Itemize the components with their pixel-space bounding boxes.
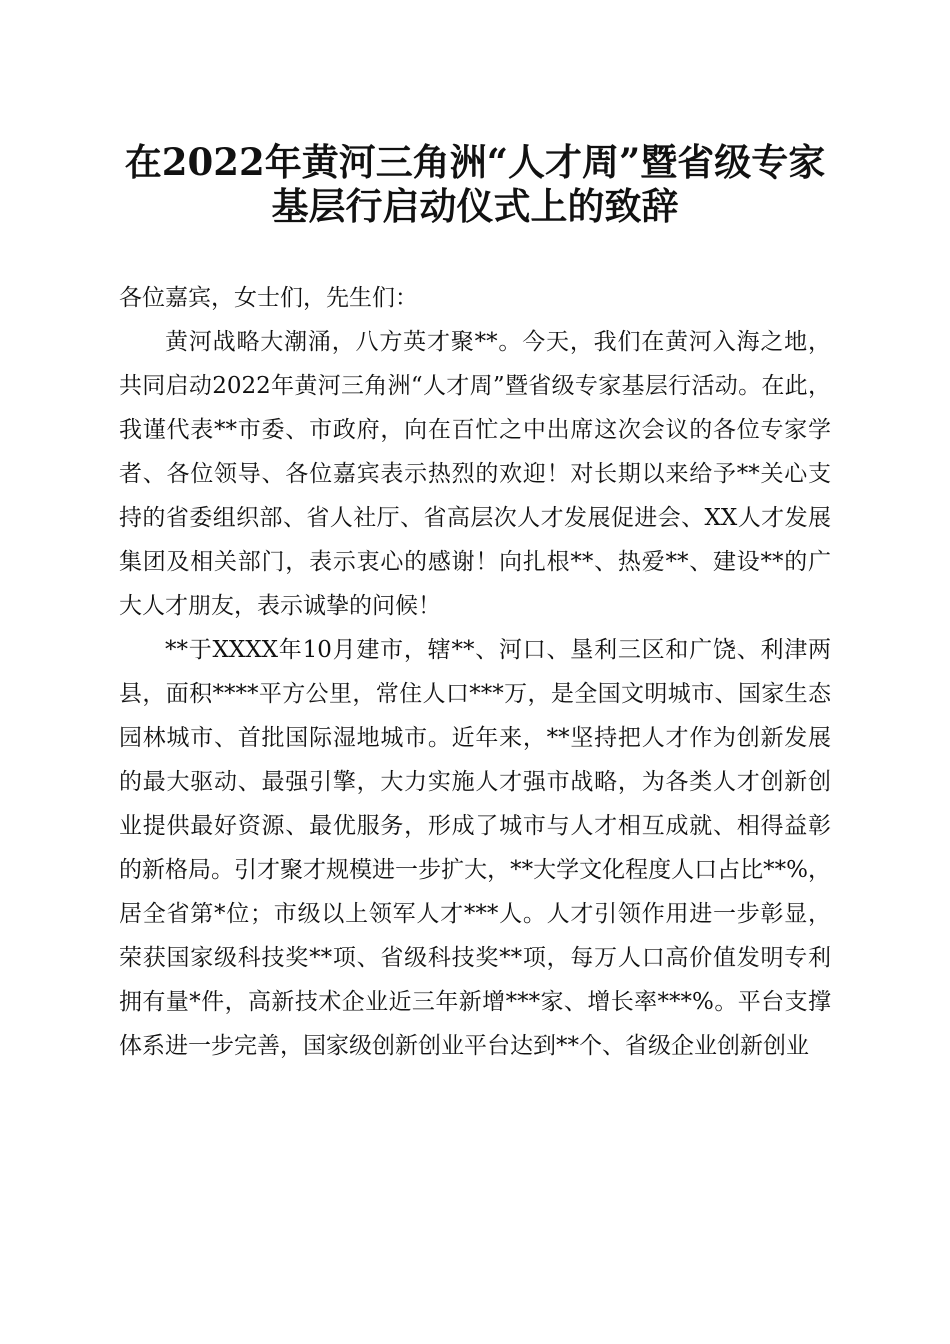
paragraph-city-overview: **于XXXX年10月建市，辖**、河口、垦利三区和广饶、利津两县，面积****平方公里，常住人口***万，是全国文明城市、国家生态园林城市、首批国际湿地城市。近年来，**坚持把人才作为创新发展的最大驱动、最强引擎，大力实施人才强市战略，为各类人才创新创业提供最好资源、最优服务，形成了城市与人才相互成就、相得益彰的新格局。引才聚才规模进一步扩大，**大学文化程度人口占比**%，居全省第*位；市级以上领军人才***人。人才引领作用进一步彰显，荣获国家级科技奖**项、省级科技奖**项，每万人口高价值发明专利拥有量*件，高新技术企业近三年新增***家、增长率***%。平台支撑体系进一步完善，国家级创新创业平台达到**个、省级企业创新创业 (119, 637, 831, 1059)
title-line-2: 基层行启动仪式上的致辞 (271, 184, 679, 228)
document-body (119, 276, 831, 1068)
document-title (60, 140, 890, 228)
paragraph-welcome: 黄河战略大潮涌，八方英才聚**。今天，我们在黄河入海之地，共同启动2022年黄河三角洲“人才周”暨省级专家基层行活动。在此，我谨代表**市委、市政府，向在百忙之中出席这次会议的各位专家学者、各位领导、各位嘉宾表示热烈的欢迎！对长期以来给予**关心支持的省委组织部、省人社厅、省高层次人才发展促进会、XX人才发展集团及相关部门，表示衷心的感谢！向扎根**、热爱**、建设**的广大人才朋友，表示诚挚的问候！ (119, 329, 831, 619)
title-line-1: 在2022年黄河三角洲“人才周”暨省级专家 (124, 140, 826, 184)
salutation: 各位嘉宾，女士们，先生们： (119, 285, 418, 311)
